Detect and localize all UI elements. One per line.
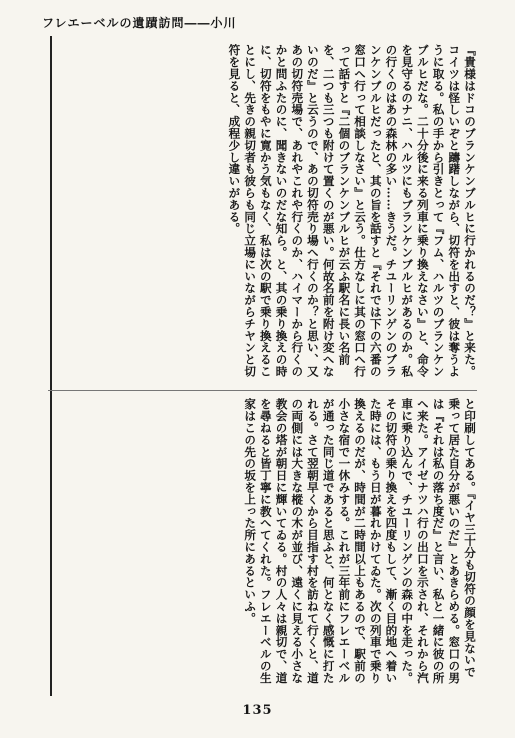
column-divider — [48, 390, 477, 391]
lower-paragraph: と印刷してある。『イヤ三十分も切符の顔を見ないで乗って居た自分が悪いのだ』とあきらめる。窓口の男は『それは私の落ち度だ』と言い、私と一緒に彼の所へ来た。アイゼナツハ行の出口を示され、それから汽車に乗り込んで、チユーリンゲンの森の中を走った。その切符の乗り換えを四度もして、漸く目的地へ着いた時には、もう日が暮れかけてゐた。次の列車で乗り換えるのだが、時間が二時間以上もあるので、駅前の小さな宿で一休みする。これが三年前にフレエーベルが通った同じ道であると思ふと、何となく感慨に打たれる。さて翌朝早くから目指す村を訪ねて行くと、道の両側には大きな樅の木が並び、遠くに見える小さな教会の塔が朝日に輝いてゐる。村の人々は親切で、道を尋ねると皆丁寧に教へてくれた。フレエーベルの生家はこの先の坂を上った所にあるといふ。 — [243, 398, 477, 684]
running-title: フレエーベルの遺蹟訪問――小川 — [42, 16, 237, 30]
lower-text-column — [58, 398, 477, 686]
page-number: 135 — [242, 703, 273, 718]
header-rule — [50, 36, 52, 696]
running-header — [0, 8, 515, 36]
upper-paragraph: 『貴様はドコのブランケンブルヒに行かれるのだ？』と来た。コイツは怪しいぞと躊躇しながら、切符を出すと、彼は奪うように取る。私の手から引きとって『フム、ハルツのブランケンブルヒだな。二十分後に来る列車に乗り換えなさい』と、命令を見守るのナニ、ハルツにもブランケンブルヒがあるのか。私の行くのはあの森林の多い……きうだ。チユーリンゲンのブランケンブルヒだったと、其の旨を話すと『それでは下の六番の窓口へ行って相談しなさい』と云う。仕方なしに其の窓口へ行って話すと『二個のブランケンブルヒが云ふ駅名に長い名前を、二つも三つも附けて置くのが悪い。何故名前を附け変へないのだ』と云うので、あの切符売り場へ行くのか？と思い、又あの切符売場で、あれやこれや行くのか、ハイマーから行くのかと問ふたのに、聞きないのだな知ら。と、其の乗り換えの時に、切符をもやに寛かう気もなく、私は次の駅で乗り換えることにし、先きの親切者も彼らも同じ立場にいながらチヤンと切符を見ると、成程少し違いがある。 — [227, 44, 477, 378]
upper-text-column — [58, 44, 477, 380]
